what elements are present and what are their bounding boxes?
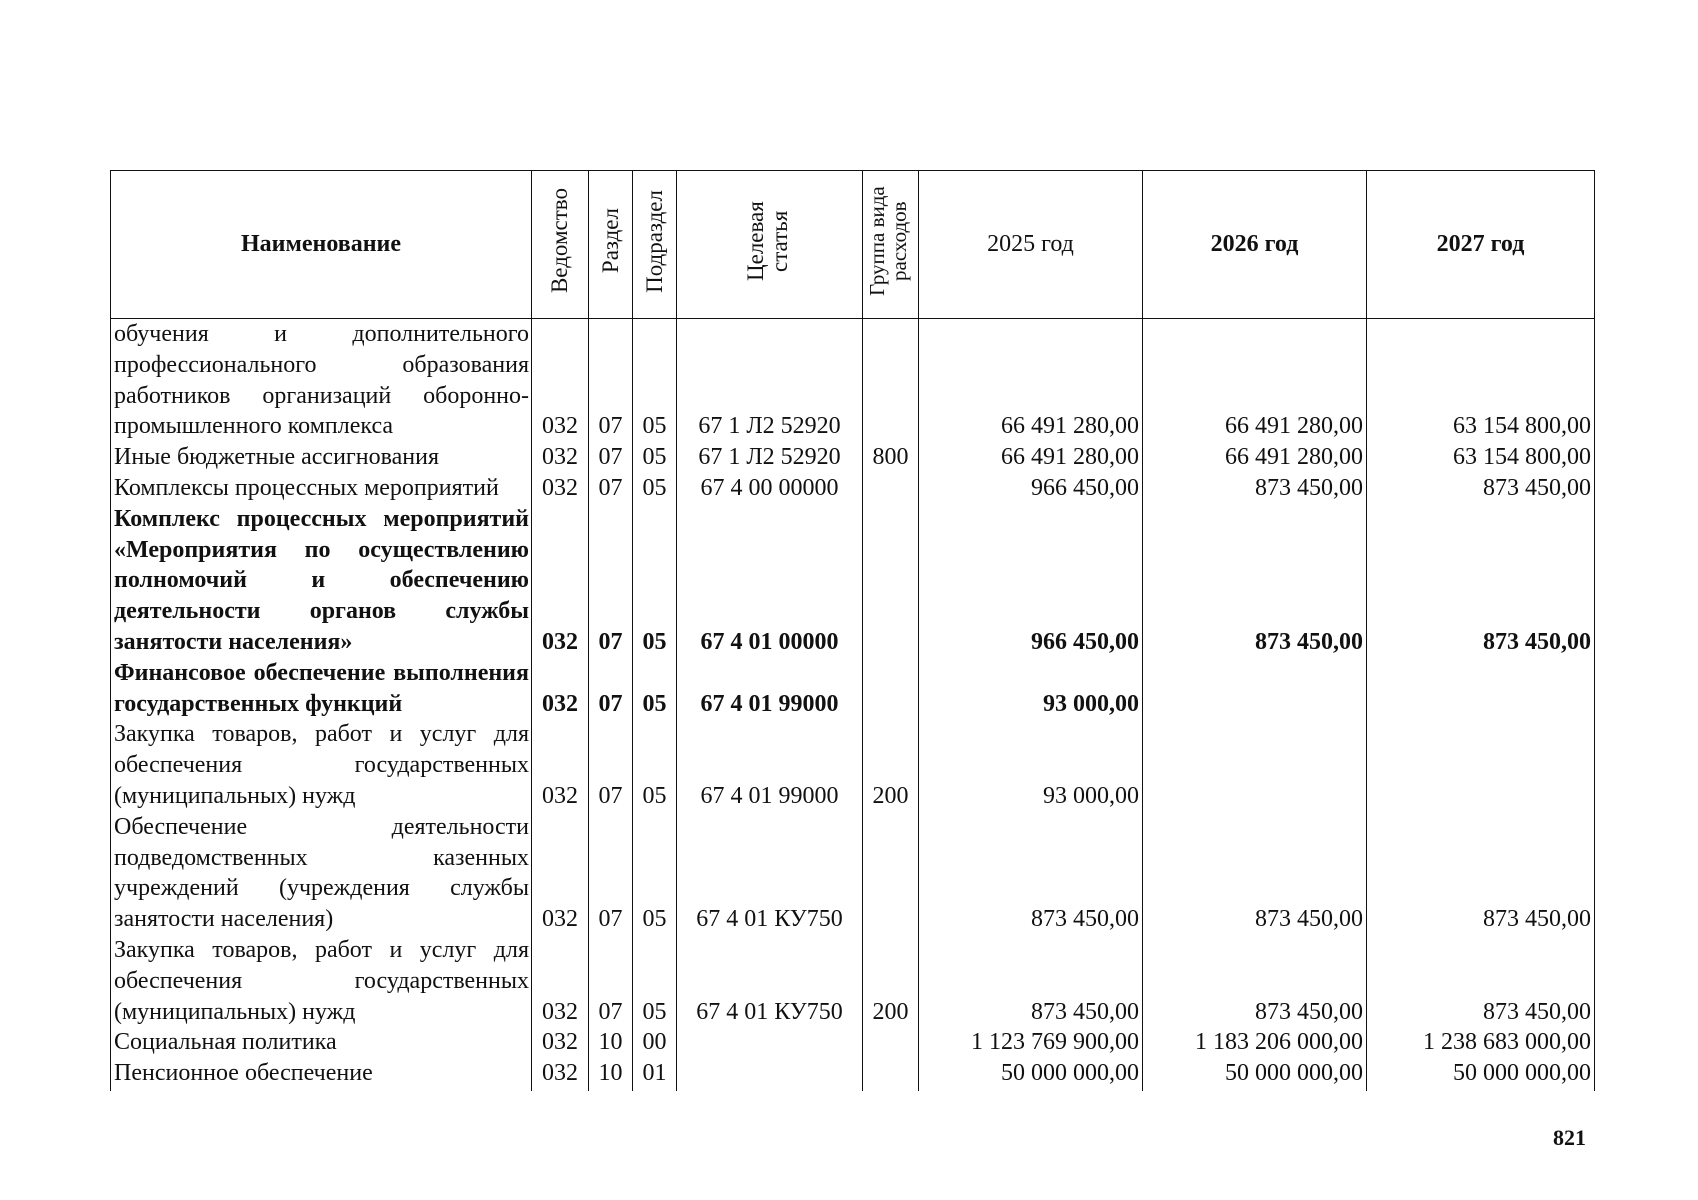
row-value-2025: 873 450,00 [919, 812, 1143, 935]
header-target-label: Целевая статья [742, 201, 792, 281]
row-name: Пенсионное обеспечение [111, 1058, 532, 1091]
budget-table [110, 170, 1595, 1091]
row-value-2027: 873 450,00 [1367, 812, 1595, 935]
row-section: 07 [589, 658, 633, 720]
row-subsection: 05 [633, 473, 677, 504]
row-group [863, 504, 919, 658]
row-value-2027: 873 450,00 [1367, 504, 1595, 658]
row-dept: 032 [532, 1058, 589, 1091]
row-name: Финансовое обеспечение выполнения государственных функций [111, 658, 532, 720]
row-target: 67 4 01 00000 [677, 504, 863, 658]
row-target: 67 4 01 КУ750 [677, 935, 863, 1027]
row-value-2027: 63 154 800,00 [1367, 442, 1595, 473]
row-dept: 032 [532, 504, 589, 658]
row-value-2026: 50 000 000,00 [1143, 1058, 1367, 1091]
header-2026: 2026 год [1143, 171, 1367, 319]
row-value-2025: 966 450,00 [919, 504, 1143, 658]
row-target: 67 1 Л2 52920 [677, 319, 863, 443]
row-section: 10 [589, 1027, 633, 1058]
header-group [863, 171, 919, 319]
row-target: 67 4 01 99000 [677, 658, 863, 720]
header-subsection [633, 171, 677, 319]
header-name: Наименование [111, 171, 532, 319]
row-section: 07 [589, 473, 633, 504]
row-section: 10 [589, 1058, 633, 1091]
row-value-2025: 873 450,00 [919, 935, 1143, 1027]
row-value-2026: 873 450,00 [1143, 473, 1367, 504]
row-name: Иные бюджетные ассигнования [111, 442, 532, 473]
table-row [111, 812, 1595, 935]
table-row [111, 935, 1595, 1027]
row-target: 67 4 01 КУ750 [677, 812, 863, 935]
header-2025: 2025 год [919, 171, 1143, 319]
header-subsection-label: Подраздел [641, 189, 667, 293]
row-value-2025: 93 000,00 [919, 719, 1143, 811]
row-value-2026: 66 491 280,00 [1143, 319, 1367, 443]
row-value-2025: 50 000 000,00 [919, 1058, 1143, 1091]
row-dept: 032 [532, 935, 589, 1027]
row-section: 07 [589, 812, 633, 935]
row-value-2025: 66 491 280,00 [919, 319, 1143, 443]
table-row [111, 504, 1595, 658]
row-subsection: 05 [633, 719, 677, 811]
row-group: 800 [863, 442, 919, 473]
row-dept: 032 [532, 319, 589, 443]
row-subsection: 05 [633, 442, 677, 473]
header-group-label: Группа вида расходов [864, 186, 911, 296]
row-subsection: 00 [633, 1027, 677, 1058]
row-target: 67 1 Л2 52920 [677, 442, 863, 473]
row-value-2025: 1 123 769 900,00 [919, 1027, 1143, 1058]
row-group [863, 658, 919, 720]
budget-table-sheet [110, 170, 1594, 1120]
header-dept-label: Ведомство [547, 188, 572, 294]
row-group [863, 1027, 919, 1058]
row-section: 07 [589, 319, 633, 443]
table-row [111, 1027, 1595, 1058]
row-value-2026: 873 450,00 [1143, 812, 1367, 935]
row-section: 07 [589, 504, 633, 658]
row-value-2027 [1367, 719, 1595, 811]
row-subsection: 05 [633, 504, 677, 658]
row-value-2027: 50 000 000,00 [1367, 1058, 1595, 1091]
row-value-2025: 66 491 280,00 [919, 442, 1143, 473]
row-name: Закупка товаров, работ и услуг для обеспечения государственных (муниципальных) нужд [111, 719, 532, 811]
row-subsection: 05 [633, 812, 677, 935]
row-target [677, 1058, 863, 1091]
header-dept [532, 171, 589, 319]
table-row [111, 719, 1595, 811]
row-group [863, 1058, 919, 1091]
header-section [589, 171, 633, 319]
row-target: 67 4 01 99000 [677, 719, 863, 811]
row-value-2027: 873 450,00 [1367, 473, 1595, 504]
row-target [677, 1027, 863, 1058]
row-value-2026: 66 491 280,00 [1143, 442, 1367, 473]
row-value-2027 [1367, 658, 1595, 720]
header-2027: 2027 год [1367, 171, 1595, 319]
row-value-2027: 1 238 683 000,00 [1367, 1027, 1595, 1058]
row-name: обучения и дополнительного профессионального образования работников организаций оборонно-промышленного комплекса [111, 319, 532, 443]
row-dept: 032 [532, 658, 589, 720]
row-value-2026 [1143, 719, 1367, 811]
row-subsection: 05 [633, 935, 677, 1027]
row-group [863, 812, 919, 935]
row-group [863, 319, 919, 443]
row-value-2026: 873 450,00 [1143, 504, 1367, 658]
row-section: 07 [589, 935, 633, 1027]
table-row [111, 1058, 1595, 1091]
row-group [863, 473, 919, 504]
table-row [111, 442, 1595, 473]
row-name: Комплекс процессных мероприятий «Мероприятия по осуществлению полномочий и обеспечению деятельности органов службы занятости населения» [111, 504, 532, 658]
row-subsection: 05 [633, 658, 677, 720]
row-dept: 032 [532, 442, 589, 473]
table-body [111, 319, 1595, 1091]
row-value-2026: 1 183 206 000,00 [1143, 1027, 1367, 1058]
row-dept: 032 [532, 1027, 589, 1058]
header-target [677, 171, 863, 319]
row-name: Закупка товаров, работ и услуг для обеспечения государственных (муниципальных) нужд [111, 935, 532, 1027]
row-value-2026: 873 450,00 [1143, 935, 1367, 1027]
row-value-2027: 873 450,00 [1367, 935, 1595, 1027]
table-row [111, 473, 1595, 504]
table-header-row [111, 171, 1595, 319]
row-subsection: 05 [633, 319, 677, 443]
table-row [111, 658, 1595, 720]
row-dept: 032 [532, 812, 589, 935]
row-group: 200 [863, 719, 919, 811]
row-target: 67 4 00 00000 [677, 473, 863, 504]
row-dept: 032 [532, 719, 589, 811]
row-value-2027: 63 154 800,00 [1367, 319, 1595, 443]
row-name: Комплексы процессных мероприятий [111, 473, 532, 504]
row-subsection: 01 [633, 1058, 677, 1091]
row-name: Социальная политика [111, 1027, 532, 1058]
row-dept: 032 [532, 473, 589, 504]
row-section: 07 [589, 442, 633, 473]
row-value-2025: 93 000,00 [919, 658, 1143, 720]
table-row [111, 319, 1595, 443]
header-section-label: Раздел [597, 208, 623, 274]
row-value-2026 [1143, 658, 1367, 720]
row-value-2025: 966 450,00 [919, 473, 1143, 504]
page-number: 821 [1553, 1125, 1586, 1150]
row-section: 07 [589, 719, 633, 811]
row-group: 200 [863, 935, 919, 1027]
row-name: Обеспечение деятельности подведомственных казенных учреждений (учреждения службы занятости населения) [111, 812, 532, 935]
